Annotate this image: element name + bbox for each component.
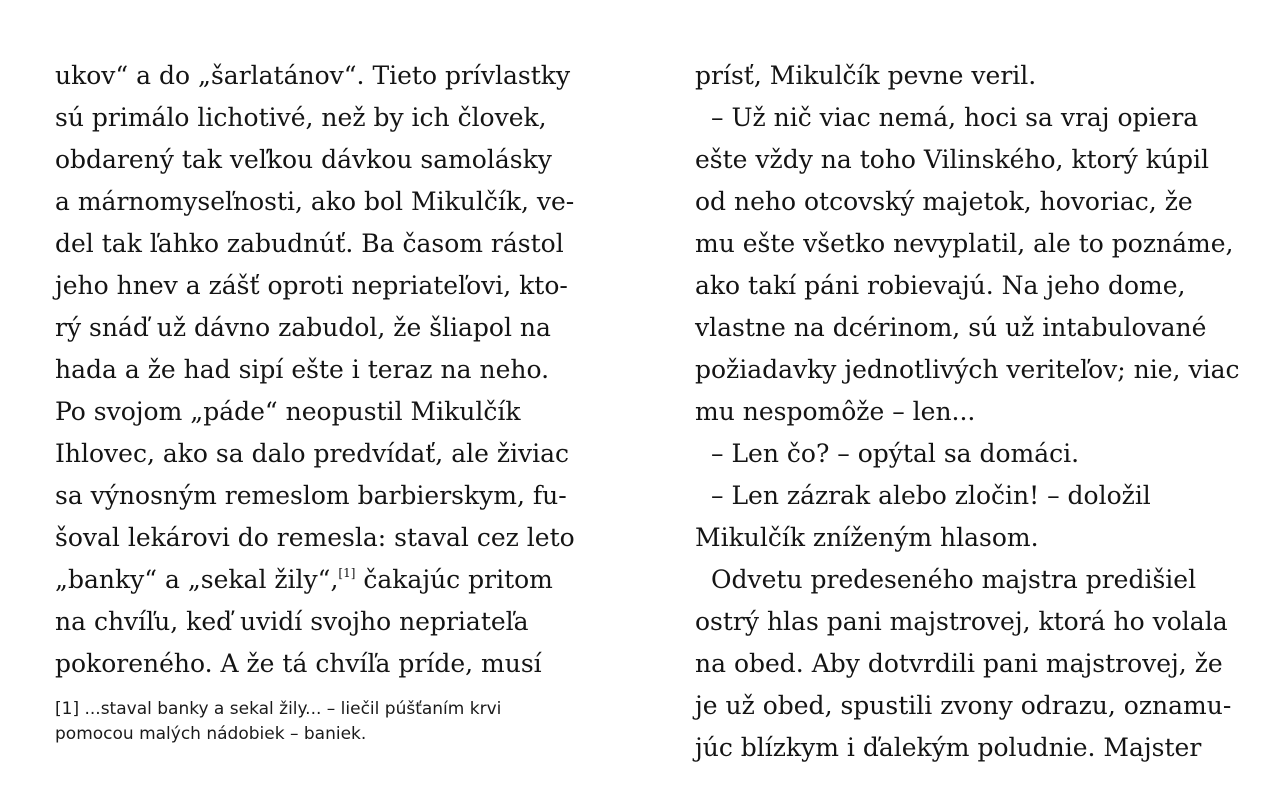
text-line: Ihlovec, ako sa dalo predvídať, ale živiac bbox=[55, 439, 570, 468]
text-line: ostrý hlas pani majstrovej, ktorá ho volala bbox=[695, 607, 1228, 636]
text-line: a márnomyseľnosti, ako bol Mikulčík, ve- bbox=[55, 187, 575, 216]
text-line: jeho hnev a zášť oproti nepriateľovi, kto- bbox=[55, 271, 568, 300]
text-line: del tak ľahko zabudnúť. Ba časom rástol bbox=[55, 229, 564, 258]
text-line-with-footnote bbox=[55, 559, 600, 601]
text-fragment: čakajúc pritom bbox=[355, 565, 553, 594]
text-line: obdarený tak veľkou dávkou samolásky bbox=[55, 145, 552, 174]
footnote-line: [1] ...staval banky a sekal žily... – liečil púšťaním krvi bbox=[55, 699, 502, 719]
footnote bbox=[55, 697, 615, 747]
text-line: ukov“ a do „šarlatánov“. Tieto prívlastky bbox=[55, 61, 571, 90]
footnote-line: pomocou malých nádobiek – baniek. bbox=[55, 724, 367, 744]
text-line: sú primálo lichotivé, než by ich človek, bbox=[55, 103, 547, 132]
text-line: sa výnosným remeslom barbierskym, fu- bbox=[55, 481, 567, 510]
text-line: ešte vždy na toho Vilinského, ktorý kúpil bbox=[695, 145, 1209, 174]
text-line: – Len čo? – opýtal sa domáci. bbox=[711, 439, 1080, 468]
left-page bbox=[55, 55, 600, 685]
text-line: na obed. Aby dotvrdili pani majstrovej, že bbox=[695, 649, 1223, 678]
text-line: júc blízkym i ďalekým poludnie. Majster bbox=[695, 733, 1202, 762]
text-line: od neho otcovský majetok, hovoriac, že bbox=[695, 187, 1193, 216]
footnote-reference[interactable]: [1] bbox=[338, 566, 356, 580]
text-line: – Už nič viac nemá, hoci sa vraj opiera bbox=[711, 103, 1199, 132]
text-line: požiadavky jednotlivých veriteľov; nie, viac bbox=[695, 355, 1240, 384]
text-line: mu nespomôže – len... bbox=[695, 397, 976, 426]
text-line: vlastne na dcérinom, sú už intabulované bbox=[695, 313, 1207, 342]
text-line: mu ešte všetko nevyplatil, ale to poznáme, bbox=[695, 229, 1234, 258]
text-line: prísť, Mikulčík pevne veril. bbox=[695, 61, 1037, 90]
text-line: ako takí páni robievajú. Na jeho dome, bbox=[695, 271, 1186, 300]
text-line: – Len zázrak alebo zločin! – doložil bbox=[711, 481, 1151, 510]
text-line: Po svojom „páde“ neopustil Mikulčík bbox=[55, 397, 521, 426]
text-line: pokoreného. A že tá chvíľa príde, musí bbox=[55, 649, 542, 678]
text-line: šoval lekárovi do remesla: staval cez leto bbox=[55, 523, 575, 552]
text-line: hada a že had sipí ešte i teraz na neho. bbox=[55, 355, 550, 384]
text-line: Mikulčík zníženým hlasom. bbox=[695, 523, 1039, 552]
right-page bbox=[695, 55, 1240, 769]
text-line: Odvetu predeseného majstra predišiel bbox=[711, 565, 1197, 594]
text-line: na chvíľu, keď uvidí svojho nepriateľa bbox=[55, 607, 529, 636]
text-fragment: „banky“ a „sekal žily“, bbox=[55, 565, 339, 594]
text-line: je už obed, spustili zvony odrazu, oznamu- bbox=[695, 691, 1232, 720]
text-line: rý snáď už dávno zabudol, že šliapol na bbox=[55, 313, 551, 342]
